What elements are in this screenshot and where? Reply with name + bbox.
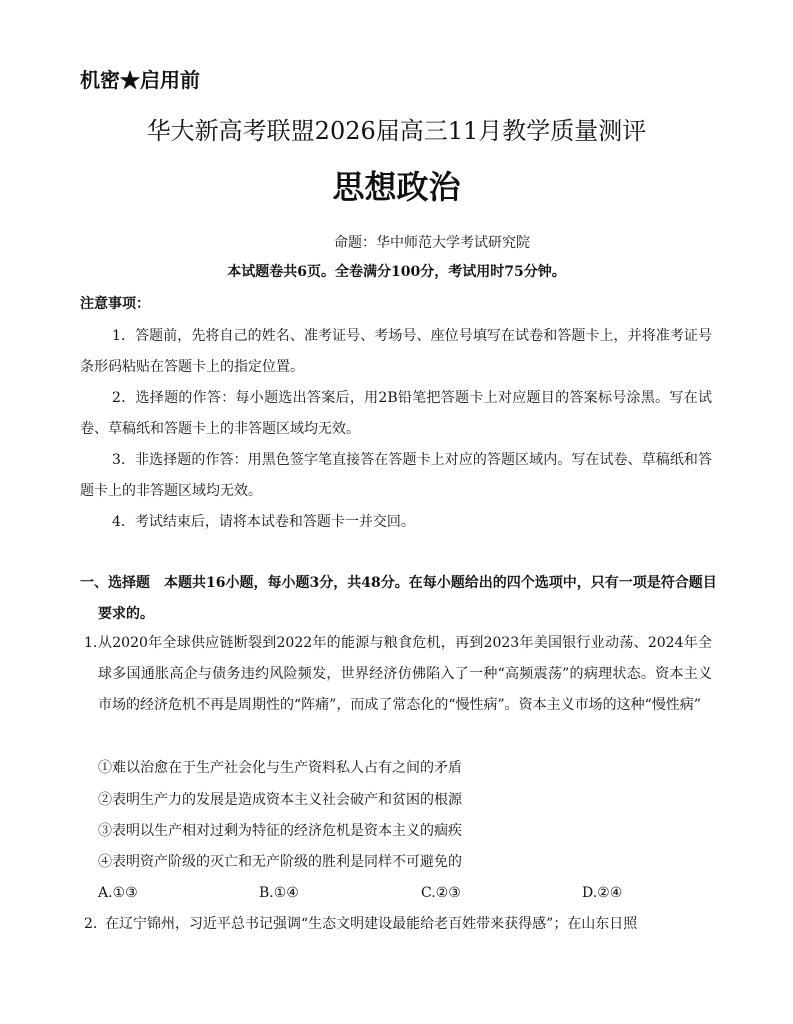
- notice-item-1: 1．答题前，先将自己的姓名、准考证号、考场号、座位号填写在试卷和答题卡上，并将准考证号条形码粘贴在答题卡上的指定位置。: [80, 328, 712, 375]
- notice-item-2: 2．选择题的作答：每小题选出答案后，用2B铅笔把答题卡上对应题目的答案标号涂黑。写在试卷、草稿纸和答题卡上的非答题区域均无效。: [80, 390, 712, 437]
- choice-c: C.②③: [421, 885, 461, 901]
- statement-item: ①难以治愈在于生产社会化与生产资料私人占有之间的矛盾: [98, 760, 462, 776]
- notice-item-3: 3．非选择题的作答：用黑色签字笔直接答在答题卡上对应的答题区域内。写在试卷、草稿纸和答题卡上的非答题区域均无效。: [80, 452, 712, 499]
- exam-info: 本试题卷共6页。全卷满分100分，考试用时75分钟。: [227, 264, 566, 280]
- choice-d: D.②④: [582, 885, 623, 901]
- exam-title: 华大新高考联盟2026届高三11月教学质量测评: [146, 117, 647, 145]
- statement-item: ②表明生产力的发展是造成资本主义社会破产和贫困的根源: [98, 792, 462, 808]
- statement-item: ③表明以生产相对过剩为特征的经济危机是资本主义的痼疾: [98, 823, 462, 839]
- question-number: 2.: [84, 916, 98, 932]
- choice-a: A.①③: [98, 885, 138, 901]
- notice-item-4: 4．考试结束后，请将本试卷和答题卡一并交回。: [112, 514, 415, 530]
- section-heading: 一、选择题 本题共16小题，每小题3分，共48分。在每小题给出的四个选项中，只有一项是符合题目要求的。: [80, 575, 717, 622]
- notice-heading: 注意事项：: [80, 296, 150, 312]
- choice-b: B.①④: [259, 885, 299, 901]
- secret-mark: 机密★启用前: [80, 68, 200, 92]
- question-stem: 在辽宁锦州，习近平总书记强调“生态文明建设最能给老百姓带来获得感”；在山东日照: [105, 916, 638, 932]
- question-stem: 从2020年全球供应链断裂到2022年的能源与粮食危机，再到2023年美国银行业动荡、2024年全球多国通胀高企与债务违约风险频发，世界经济仿佛陷入了一种“高频震荡”的病理状态。资本主义市场的经济危机不再是周期性的“阵痛”，而成了常态化的“慢性病”。资本主义市场的这种“慢性病”: [98, 635, 712, 713]
- statement-item: ④表明资产阶级的灭亡和无产阶级的胜利是同样不可避免的: [98, 854, 462, 870]
- subject-title: 思想政治: [332, 168, 461, 206]
- author-line: 命题：华中师范大学考试研究院: [334, 235, 530, 251]
- question-number: 1.: [84, 635, 98, 651]
